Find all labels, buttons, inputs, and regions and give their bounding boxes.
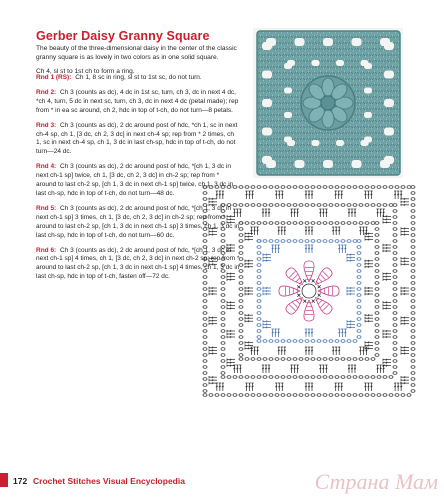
round-label: Rnd 1 (RS): [36, 74, 72, 81]
page-number: 172 [13, 476, 28, 486]
footer-tab [0, 473, 8, 487]
intro-start: Ch 4, sl st to 1st ch to form a ring. [36, 67, 135, 75]
round-3 [36, 122, 240, 158]
round-text: Ch 3 (counts as dc), 2 dc around post of hdc, *ch 1, sc in next ch-4 sp, ch 1, [3 dc, ch 2, 3 dc] in next ch-4 sp; rep from * 2 times, ch 1, sc in next ch-4 sp, ch 1, 3 dc in last ch-sp, hdc in top of t-ch, do not turn—24 dc. [36, 121, 238, 156]
round-1 [36, 74, 240, 83]
round-text: Ch 3 (counts as dc), 2 dc around post of hdc, *[ch 1, 3 dc in next ch-1 sp] twice, ch 1, [3 dc, ch 2, 3 dc] in ch-2 sp; rep from * around to last ch-2 sp, [ch 1, 3 dc in next ch-1 sp] twice, ch 1, 3 dc in last ch-sp, hdc in top of t-ch, do not turn—48 dc. [36, 163, 234, 197]
round-label: Rnd 6: [36, 246, 57, 254]
page-title: Gerber Daisy Granny Square [36, 29, 210, 43]
crocheted-granny-square-photo [253, 28, 403, 178]
round-text: Ch 1, 8 sc in ring, sl st to 1st sc, do not turn. [75, 74, 202, 81]
watermark: Страна Мам [314, 469, 438, 494]
round-label: Rnd 2: [36, 88, 57, 96]
round-label: Rnd 5: [36, 204, 57, 212]
intro-description: The beauty of the three-dimensional daisy in the center of the classic granny square is as lovely in two colors as in one solid square. [36, 45, 237, 62]
round-text: Ch 3 (counts as dc), 2 dc around post of hdc, *[ch 1, 3 dc in next ch-1 sp] 4 times, ch 1, [3 dc, ch 2, 3 dc] in next ch-2 sp; rep from * around to last ch-2 sp, [ch 1, 3 dc in next ch-1 sp] 4 times, ch 1, 3 dc in last ch-sp, hdc in top of t-ch, fasten off—72 dc. [36, 246, 240, 281]
round-label: Rnd 4: [36, 163, 57, 171]
book-title: Crochet Stitches Visual Encyclopedia [33, 476, 185, 486]
round-2 [36, 89, 240, 116]
round-label: Rnd 3: [36, 121, 57, 129]
page-footer [0, 470, 444, 500]
round-text: Ch 3 (counts as dc), 4 dc in 1st sc, turn, ch 3, dc in next 4 dc, *ch 4, turn, 5 dc in next sc, turn, ch 3, dc in next 4 dc (petal made); rep from * in ea sc around, ch 2, hdc in top of t-ch, do not turn—8 petals. [36, 88, 239, 114]
crochet-stitch-diagram [198, 180, 420, 402]
round-text: Ch 3 (counts as dc), 2 dc around post of hdc, *[ch 1, 3 dc in next ch-1 sp] 3 times, ch 1, [3 dc, ch 2, 3 dc] in ch-2 sp; rep from * around to last ch-2 sp, [ch 1, 3 dc in next ch-1 sp] 3 times, ch 1, 3 dc in last ch-sp, hdc in top of t-ch, do not turn—60 dc. [36, 204, 240, 239]
